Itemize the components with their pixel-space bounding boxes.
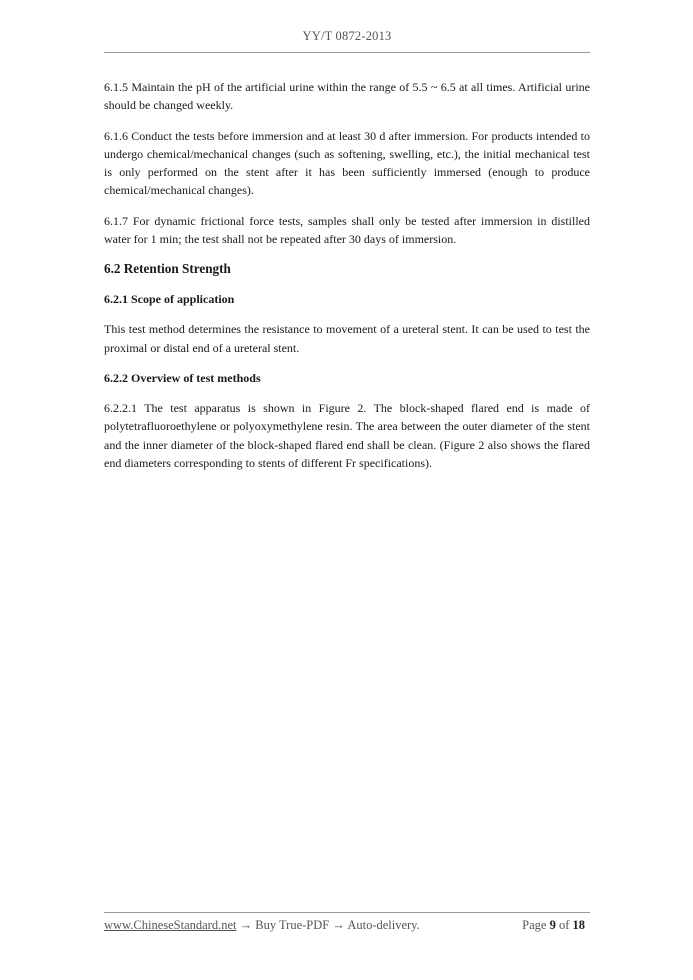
page-indicator — [522, 918, 585, 933]
right-arrow-icon: → — [332, 918, 345, 932]
page-content — [104, 78, 590, 484]
subsection-heading-6-2-1: 6.2.1 Scope of application — [104, 292, 235, 307]
right-arrow-icon: → — [239, 918, 253, 932]
page-number: 9 — [549, 918, 556, 932]
clause-6-2-1-text: This test method determines the resistance to movement of a ureteral stent. It can be used to test the proximal or distal end of a ureteral stent. — [104, 322, 590, 355]
auto-delivery-text: Auto-delivery. — [347, 918, 420, 932]
clause-6-1-5: 6.1.5 Maintain the pH of the artificial urine within the range of 5.5 ~ 6.5 at all times. Artificial urine should be changed weekly. — [104, 80, 590, 113]
footer-divider — [104, 912, 590, 913]
clause-6-1-6: 6.1.6 Conduct the tests before immersion and at least 30 d after immersion. For products intended to undergo chemical/mechanical changes (such as softening, swelling, etc.), the initial mechanical test is only performed on the stent after it has been sufficiently immersed (enough to produce chemical/mechanical changes). — [104, 128, 590, 198]
clause-6-2-2-1: 6.2.2.1 The test apparatus is shown in Figure 2. The block-shaped flared end is made of polytetrafluoroethylene or polyoxymethylene resin. The area between the outer diameter of the stent and the inner diameter of the block-shaped flared end shall be clean. (Figure 2 also shows the flared end diameters corresponding to stents of different Fr specifications). — [104, 400, 590, 470]
buy-true-pdf-text: Buy True-PDF — [255, 918, 330, 932]
of-label: of — [558, 918, 570, 932]
site-link[interactable]: www.ChineseStandard.net — [104, 918, 237, 932]
page-total: 18 — [572, 918, 585, 932]
header-divider — [104, 52, 590, 53]
subsection-heading-6-2-2: 6.2.2 Overview of test methods — [104, 370, 261, 385]
document-code-header: YY/T 0872-2013 — [302, 29, 392, 43]
footer-promo — [104, 918, 420, 933]
section-heading-6-2: 6.2 Retention Strength — [104, 261, 231, 277]
page-label: Page — [522, 918, 547, 932]
clause-6-1-7: 6.1.7 For dynamic frictional force tests, samples shall only be tested after immersion in distilled water for 1 min; the test shall not be repeated after 30 days of immersion. — [104, 213, 590, 247]
